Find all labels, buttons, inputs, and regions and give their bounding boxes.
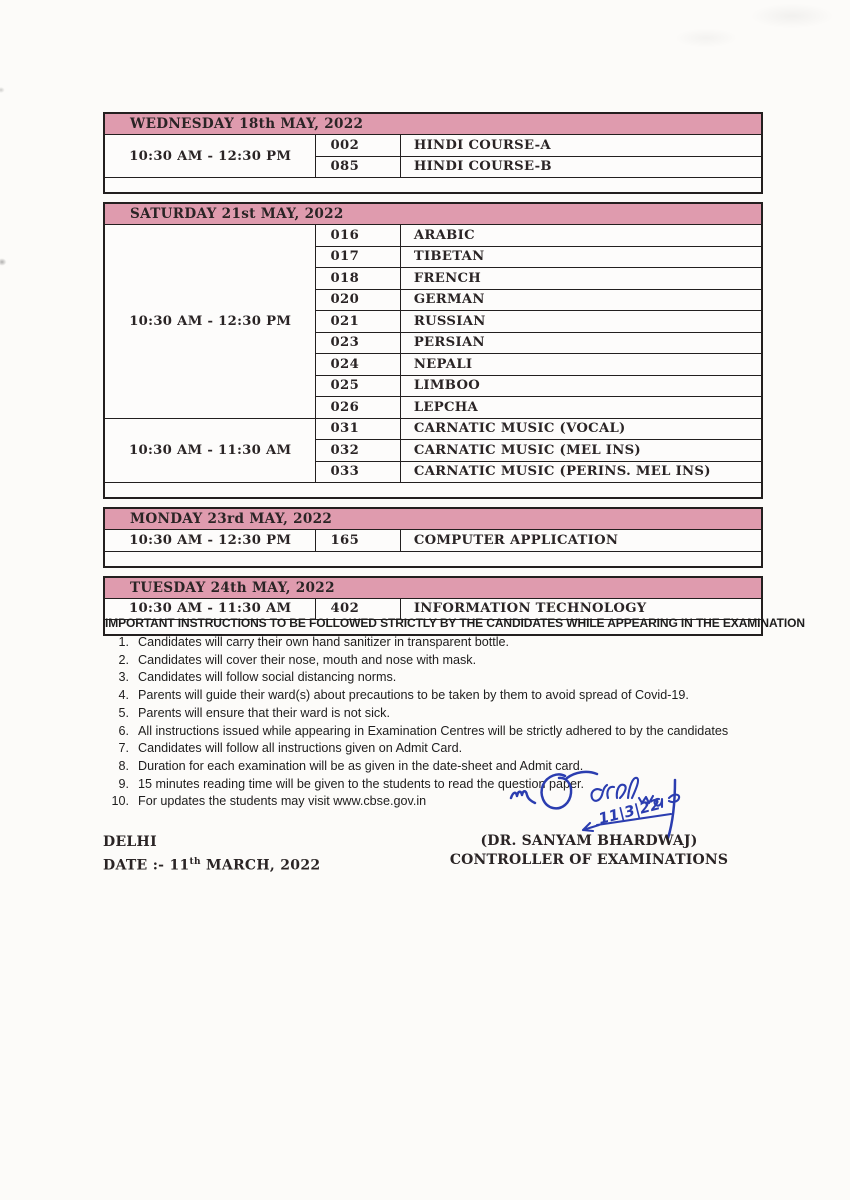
day-table [103,112,763,194]
subject-name: CARNATIC MUSIC (PERINS. MEL INS) [400,461,762,483]
subject-name: NEPALI [400,354,762,376]
subject-row [104,530,762,552]
subject-code: 085 [316,156,400,178]
day-header: TUESDAY 24th MAY, 2022 [104,577,762,599]
instruction-text: Candidates will follow all instructions given on Admit Card. [138,741,463,756]
signature-flourish [567,772,597,778]
session-time: 10:30 AM - 12:30 PM [104,530,316,552]
subject-code: 165 [316,530,400,552]
session-time: 10:30 AM - 12:30 PM [104,225,316,419]
subject-code: 024 [316,354,400,376]
subject-name: HINDI COURSE-A [400,135,762,157]
day-table [103,202,763,499]
footer-left-block [103,833,320,876]
subject-name: GERMAN [400,289,762,311]
subject-name: ARABIC [400,225,762,247]
subject-code: 025 [316,375,400,397]
subject-code: 026 [316,397,400,419]
instructions-heading: IMPORTANT INSTRUCTIONS TO BE FOLLOWED STRICTLY BY THE CANDIDATES WHILE APPEARING IN THE EXAMINATION [105,616,805,630]
subject-row [104,225,762,247]
footer-date [103,853,320,876]
signature-oval [542,774,572,808]
subject-code: 017 [316,246,400,268]
instruction-text: 15 minutes reading time will be given to the students to read the question paper. [138,776,584,791]
instruction-item [105,705,745,723]
subject-name: PERSIAN [400,332,762,354]
subject-code: 031 [316,418,400,440]
subject-name: RUSSIAN [400,311,762,333]
instruction-text: All instructions issued while appearing in Examination Centres will be strictly adhered to by the candidates [138,723,729,738]
instruction-number: 10. [111,794,129,809]
subject-code: 016 [316,225,400,247]
subject-name: CARNATIC MUSIC (MEL INS) [400,440,762,462]
instruction-number: 8. [118,758,129,773]
subject-name: CARNATIC MUSIC (VOCAL) [400,418,762,440]
instruction-text: Duration for each examination will be as given in the date-sheet and Admit card. [138,758,584,773]
empty-row [104,178,762,194]
subject-row [104,135,762,157]
subject-name: INFORMATION TECHNOLOGY [400,598,762,620]
session-time: 10:30 AM - 11:30 AM [104,598,316,620]
subject-code: 021 [316,311,400,333]
instruction-text: Candidates will carry their own hand sanitizer in transparent bottle. [138,635,510,649]
subject-code: 002 [316,135,400,157]
signature-descender [668,780,675,838]
signature-scrawl [511,791,535,803]
subject-code: 033 [316,461,400,483]
subject-name: COMPUTER APPLICATION [400,530,762,552]
instruction-text: For updates the students may visit www.cbse.gov.in [138,794,427,809]
subject-code: 023 [316,332,400,354]
subject-code: 018 [316,268,400,290]
instruction-number: 1. [118,635,129,649]
signatory-title: CONTROLLER OF EXAMINATIONS [449,851,729,868]
footer-place: DELHI [103,834,157,850]
empty-row [104,483,762,499]
session-time: 10:30 AM - 12:30 PM [104,135,316,178]
day-header: WEDNESDAY 18th MAY, 2022 [104,113,762,135]
instruction-item [105,723,745,741]
subject-name: LEPCHA [400,397,762,419]
instruction-item [105,634,745,652]
instruction-number: 2. [118,652,129,667]
instruction-text: Candidates will follow social distancing norms. [138,670,397,685]
instruction-number: 3. [118,670,129,685]
instruction-text: Candidates will cover their nose, mouth and nose with mask. [138,652,477,667]
instruction-text: Parents will ensure that their ward is not sick. [138,705,390,720]
footer-date-ordinal: th [189,856,201,867]
instruction-item [105,740,745,758]
subject-code: 032 [316,440,400,462]
signatory-name: (DR. SANYAM BHARDWAJ) [480,833,698,849]
signature-date: 11|3|22 [596,795,663,828]
subject-name: TIBETAN [400,246,762,268]
instruction-number: 6. [118,723,129,738]
empty-row [104,551,762,567]
footer-signatory-block [446,832,732,869]
instruction-item [105,652,745,670]
instruction-item [105,669,745,687]
session-time: 10:30 AM - 11:30 AM [104,418,316,483]
instruction-number: 4. [118,688,129,703]
footer-date-prefix: DATE :- 11 [103,857,190,874]
subject-name: FRENCH [400,268,762,290]
footer-date-suffix: MARCH, 2022 [200,857,321,874]
instruction-number: 7. [118,741,129,756]
instruction-text: Parents will guide their ward(s) about precautions to be taken by them to avoid spread of Covid-19. [138,688,689,703]
instruction-number: 5. [118,705,129,720]
day-header: MONDAY 23rd MAY, 2022 [104,508,762,530]
subject-name: HINDI COURSE-B [400,156,762,178]
subject-row [104,418,762,440]
instruction-number: 9. [118,776,129,791]
subject-code: 020 [316,289,400,311]
schedule-tables [103,112,805,644]
day-table [103,507,763,568]
subject-code: 402 [316,598,400,620]
subject-name: LIMBOO [400,375,762,397]
day-header: SATURDAY 21st MAY, 2022 [104,203,762,225]
instruction-item [105,687,745,705]
